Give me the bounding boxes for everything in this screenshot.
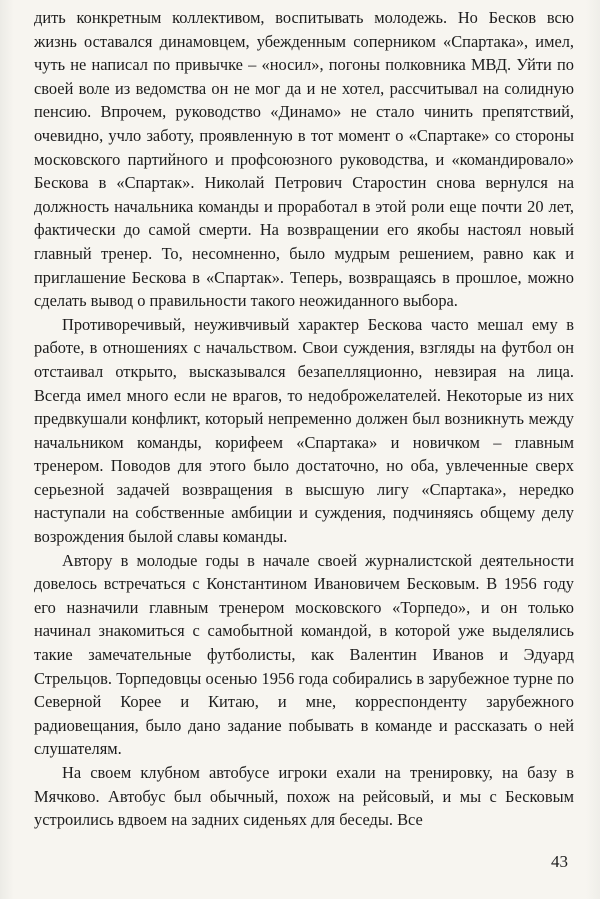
body-text	[34, 6, 574, 832]
paragraph-4: На своем клубном автобусе игроки ехали на тренировку, на базу в Мячково. Автобус был обычный, похож на рейсовый, и мы с Бесковым устроились вдвоем на задних сиденьях для беседы. Все	[34, 763, 574, 830]
page-number: 43	[551, 852, 568, 871]
paragraph-3: Автору в молодые годы в начале своей журналистской деятельности довелось встречаться с Константином Ивановичем Бесковым. В 1956 году его назначили главным тренером московского «Торпедо», и он только начинал знакомиться с самобытной командой, в которой уже выделялись такие замечательные футболисты, как Валентин Иванов и Эдуард Стрельцов. Торпедовцы осенью 1956 года собирались в зарубежное турне по Северной Корее и Китаю, и мне, корреспонденту зарубежного радиовещания, было дано задание побывать в команде и рассказать о ней слушателям.	[34, 550, 574, 759]
paragraph-2: Противоречивый, неуживчивый характер Бескова часто мешал ему в работе, в отношениях с начальством. Свои суждения, взгляды на футбол он отстаивал открыто, высказывался безапелляционно, невзирая на лица. Всегда имел много если не врагов, то недоброжелателей. Некоторые из них предвкушали конфликт, который непременно должен был возникнуть между начальником команды, корифеем «Спартака» и новичком – главным тренером. Поводов для этого было достаточно, но оба, увлеченные сверх серьезной задачей возвращения в высшую лигу «Спартака», нередко наступали на собственные амбиции и суждения, подчиняясь общему делу возрождения былой славы команды.	[34, 314, 574, 547]
paragraph-1: дить конкретным коллективом, воспитывать молодежь. Но Бесков всю жизнь оставался динамовцем, убежденным соперником «Спартака», имел, чуть не написал по привычке – «носил», погоны полковника МВД. Уйти по своей воле из ведомства он не мог да и не хотел, рассчитывал на солидную пенсию. Впрочем, руководство «Динамо» не стало чинить препятствий, очевидно, учло заботу, проявленную в тот момент о «Спартаке» со стороны московского партийного и профсоюзного руководства, и «командировало» Бескова в «Спартак». Николай Петрович Старостин снова вернулся на должность начальника команды и проработал в этой роли еще почти 20 лет, фактически до самой смерти. На возвращении его якобы настоял новый главный тренер. То, несомненно, было мудрым решением, равно как и приглашение Бескова в «Спартак». Теперь, возвращаясь в прошлое, можно сделать вывод о правильности такого неожиданного выбора.	[34, 8, 574, 311]
